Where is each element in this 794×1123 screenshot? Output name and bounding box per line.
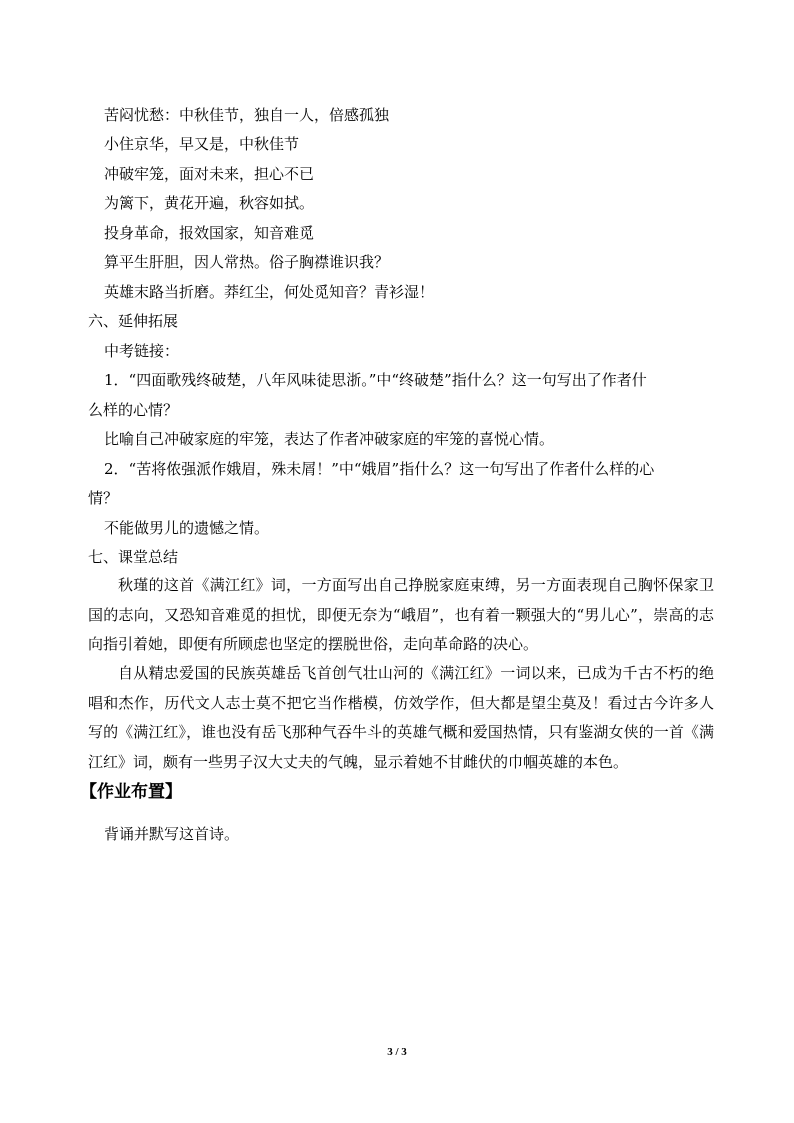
- summary-paragraph-1: 秋瑾的这首《满江红》词，一方面写出自己挣脱家庭束缚，另一方面表现自己胸怀保家卫国的志向，又恐知音难觅的担忧，即便无奈为“峨眉”，也有着一颗强大的“男儿心”，崇高的志向指引着她，即便有所顾虑也坚定的摆脱世俗，走向革命路的决心。: [88, 576, 714, 653]
- question-2-line-2: 情？: [88, 489, 119, 507]
- poem-line: 算平生肝胆，因人常热。俗子胸襟谁识我？: [104, 253, 390, 271]
- answer-1: 比喻自己冲破家庭的牢笼，表达了作者冲破家庭的牢笼的喜悦心情。: [104, 430, 555, 448]
- homework-content: 背诵并默写这首诗。: [104, 825, 240, 843]
- poem-line: 冲破牢笼，面对未来，担心不已: [104, 165, 315, 183]
- poem-line: 小住京华，早又是，中秋佳节: [104, 135, 300, 153]
- page-number: 3 / 3: [387, 1046, 407, 1058]
- section-heading-summary: 七、课堂总结: [88, 548, 179, 566]
- exam-link-label: 中考链接：: [104, 342, 180, 360]
- poem-line: 英雄末路当折磨。莽红尘，何处觅知音？青衫湿！: [104, 283, 435, 301]
- homework-heading: 【作业布置】: [80, 782, 182, 802]
- question-2-line-1: 2．“苦将侬强派作娥眉，殊未屑！”中“娥眉”指什么？这一句写出了作者什么样的心: [104, 460, 655, 478]
- question-1-line-1: 1．“四面歌残终破楚，八年风味徒思浙。”中“终破楚”指什么？这一句写出了作者什: [104, 371, 647, 389]
- answer-2: 不能做男儿的遗憾之情。: [104, 519, 270, 537]
- question-1-line-2: 么样的心情？: [88, 401, 179, 419]
- poem-line: 为篱下，黄花开遍，秋容如拭。: [104, 194, 315, 212]
- poem-line: 苦闷忧愁：中秋佳节，独自一人，倍感孤独: [104, 106, 390, 124]
- summary-paragraph-2: 自从精忠爱国的民族英雄岳飞首创气壮山河的《满江红》一词以来，已成为千古不朽的绝唱和杰作，历代文人志士莫不把它当作楷模，仿效学作，但大都是望尘莫及！看过古今许多人写的《满江红》，谁也没有岳飞那种气吞牛斗的英雄气概和爱国热情，只有鉴湖女侠的一首《满江红》词，颇有一些男子汉大丈夫的气魄，显示着她不甘雌伏的巾帼英雄的本色。: [88, 664, 714, 771]
- poem-line: 投身革命，报效国家，知音难觅: [104, 224, 315, 242]
- section-heading-extension: 六、延伸拓展: [88, 312, 179, 330]
